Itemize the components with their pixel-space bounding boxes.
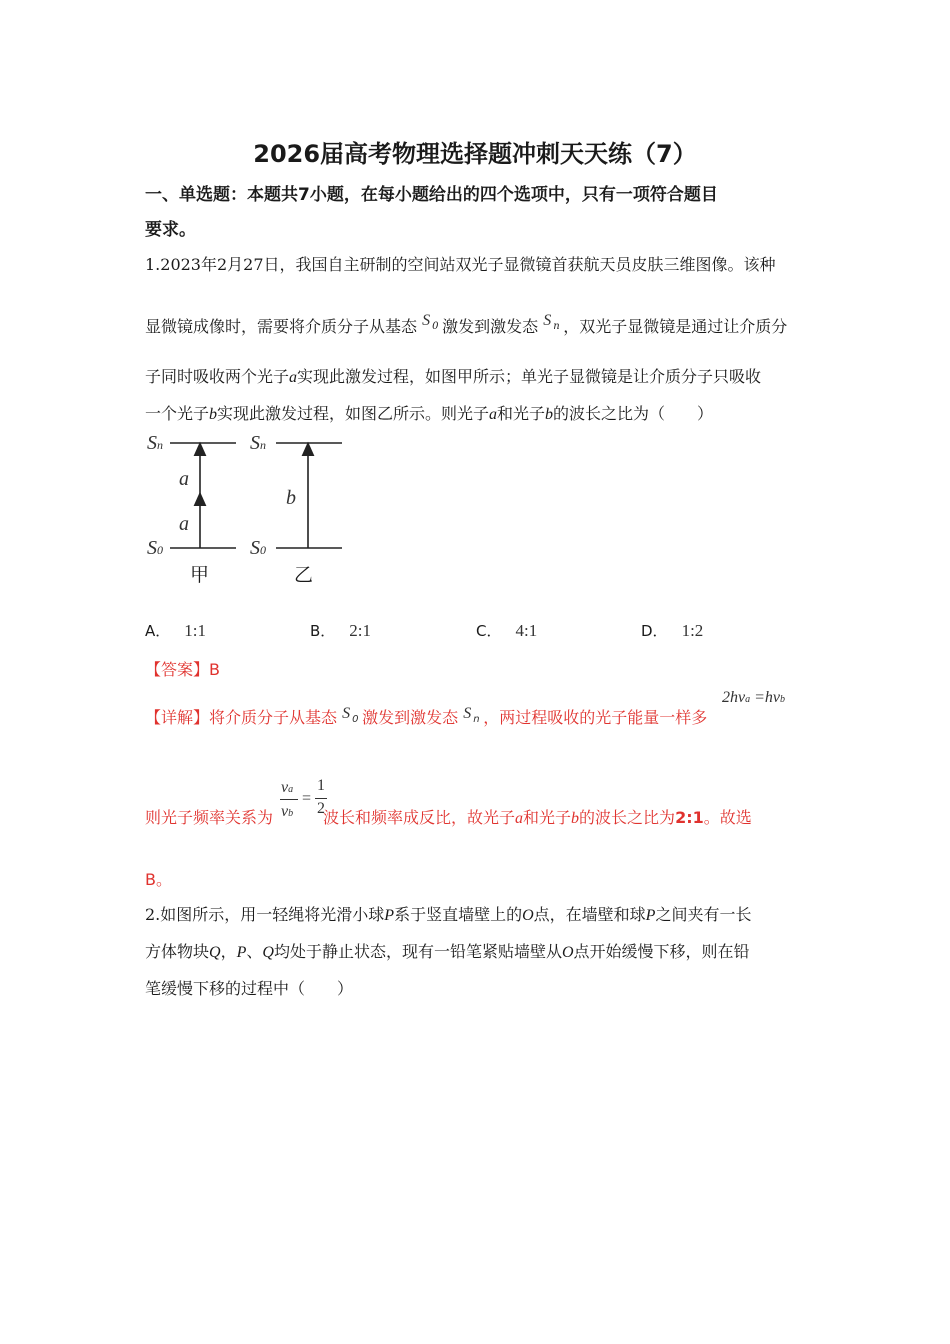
q1-text: 激发到激发态 <box>442 317 539 336</box>
q2-italic: O <box>522 907 534 924</box>
symbol-s: S <box>422 312 431 329</box>
label-sn-left <box>147 432 163 455</box>
q1-text: 一个光子 <box>145 404 210 423</box>
eq-sub: a <box>745 694 751 705</box>
detail-bold: 2:1 <box>675 808 704 827</box>
symbol-s: S <box>543 312 552 329</box>
symbol-sub: n <box>157 438 163 452</box>
fraction-va <box>281 779 293 797</box>
q1-answer: 【答案】B <box>145 660 220 679</box>
option-value: 4:1 <box>515 621 538 640</box>
symbol-s: S <box>147 537 157 559</box>
frac-sub: a <box>288 784 294 795</box>
detail-italic: a <box>515 810 524 827</box>
detail-text: 和光子 <box>523 808 572 827</box>
symbol-sub: 0 <box>157 543 163 557</box>
detail-text: 的波长之比为 <box>579 808 676 827</box>
q1-text: 实现此激发过程，如图乙所示。则光子 <box>217 404 490 423</box>
q1-italic: a <box>489 406 498 423</box>
option-key: A． <box>145 622 171 640</box>
symbol-s: S <box>250 537 260 559</box>
eq-part: =hν <box>750 689 781 706</box>
eq-part: 2hν <box>722 689 746 706</box>
page-title: 2026届高考物理选择题冲刺天天练（7） <box>253 140 697 168</box>
q1-line1: 1.2023年2月27日，我国自主研制的空间站双光子显微镜首获航天员皮肤三维图像。该种 <box>145 255 776 274</box>
label-s0-left <box>147 537 163 560</box>
option-key: C． <box>476 622 502 640</box>
option-c[interactable] <box>476 620 537 641</box>
q1-text: 的波长之比为（ ） <box>553 404 714 423</box>
label-a-upper: a <box>179 468 189 490</box>
q2-text: 系于竖直墙壁上的 <box>394 905 523 924</box>
frac-sym: ν <box>281 803 289 820</box>
q1-detail-line1 <box>145 705 707 728</box>
q2-text: 点开始缓慢下移，则在铅 <box>573 942 750 961</box>
option-value: 2:1 <box>349 621 372 640</box>
q1-text: 子同时吸收两个光子 <box>145 367 290 386</box>
option-a[interactable] <box>145 620 206 641</box>
q2-text: ， <box>220 942 237 961</box>
section-heading-line1: 一、单选题：本题共7小题，在每小题给出的四个选项中，只有一项符合题目 <box>145 185 718 205</box>
symbol-sub: n <box>473 714 480 725</box>
q2-italic: P <box>384 907 395 924</box>
symbol-sub: n <box>553 321 560 332</box>
symbol-s: S <box>147 432 157 454</box>
fraction-equals: = <box>302 790 312 807</box>
q2-text: 、 <box>246 942 263 961</box>
detail-text: ，两过程吸收的光子能量一样多 <box>483 708 708 727</box>
section-heading-line2: 要求。 <box>145 220 196 240</box>
option-d[interactable] <box>641 620 703 641</box>
label-a-lower: a <box>179 513 189 535</box>
symbol-s: S <box>463 705 472 722</box>
label-yi: 乙 <box>294 564 314 586</box>
q2-text: 之间夹有一长 <box>655 905 752 924</box>
option-key: D． <box>641 622 668 640</box>
frac-sub: b <box>288 808 294 819</box>
detail-text: 【详解】将介质分子从基态 <box>145 708 338 727</box>
detail-italic: b <box>571 810 580 827</box>
symbol-sub: 0 <box>352 714 359 725</box>
frac-sym: ν <box>281 779 289 796</box>
q2-line3: 笔缓慢下移的过程中（ ） <box>145 979 354 998</box>
half-bar <box>315 798 327 799</box>
q1-italic: a <box>289 369 298 386</box>
detail-text: 则光子频率关系为 <box>145 808 274 827</box>
q2-text: 方体物块 <box>145 942 210 961</box>
half-numerator: 1 <box>317 777 325 794</box>
q2-italic: O <box>561 944 574 961</box>
q2-italic: Q <box>209 944 221 961</box>
q1-text: ，双光子显微镜是通过让介质分 <box>563 317 788 336</box>
symbol-s: S <box>250 432 260 454</box>
q1-line4 <box>145 401 713 424</box>
q2-italic: P <box>645 907 656 924</box>
detail-text: 波长和频率成反比，故光子 <box>323 808 516 827</box>
fraction-vb <box>281 803 293 821</box>
fraction-bar <box>280 799 298 800</box>
q2-italic: Q <box>262 944 274 961</box>
q2-text: 均处于静止状态，现有一铅笔紧贴墙壁从 <box>273 942 562 961</box>
symbol-sub: 0 <box>432 321 439 332</box>
symbol-sub: 0 <box>260 543 266 557</box>
symbol-s: S <box>342 705 351 722</box>
detail-text: 激发到激发态 <box>362 708 459 727</box>
label-b: b <box>286 487 296 509</box>
label-s0-right <box>250 537 266 560</box>
half-denominator: 2 <box>317 800 325 817</box>
q1-line2 <box>145 314 787 337</box>
eq-sub: b <box>780 694 786 705</box>
label-jia: 甲 <box>190 564 210 586</box>
q2-line2 <box>145 939 750 962</box>
symbol-sub: n <box>260 438 266 452</box>
q1-italic: b <box>209 406 218 423</box>
q2-text: 点，在墙壁和球 <box>533 905 646 924</box>
option-b[interactable] <box>310 620 371 641</box>
option-value: 1:2 <box>681 621 704 640</box>
option-key: B． <box>310 622 336 640</box>
q1-text: 和光子 <box>497 404 546 423</box>
detail-text: 。故选 <box>703 808 752 827</box>
q2-text: 2.如图所示，用一轻绳将光滑小球 <box>145 905 385 924</box>
q1-italic: b <box>545 406 554 423</box>
q2-italic: P <box>236 944 247 961</box>
q2-line1 <box>145 902 751 925</box>
q1-text: 实现此激发过程，如图甲所示；单光子显微镜是让介质分子只吸收 <box>297 367 762 386</box>
label-sn-right <box>250 432 266 455</box>
equation-energy <box>722 689 785 707</box>
q1-detail-line2 <box>145 805 752 828</box>
q1-detail-line3: B。 <box>145 870 172 889</box>
q1-text: 显微镜成像时，需要将介质分子从基态 <box>145 317 418 336</box>
option-value: 1:1 <box>184 621 206 640</box>
q1-line3 <box>145 364 761 387</box>
